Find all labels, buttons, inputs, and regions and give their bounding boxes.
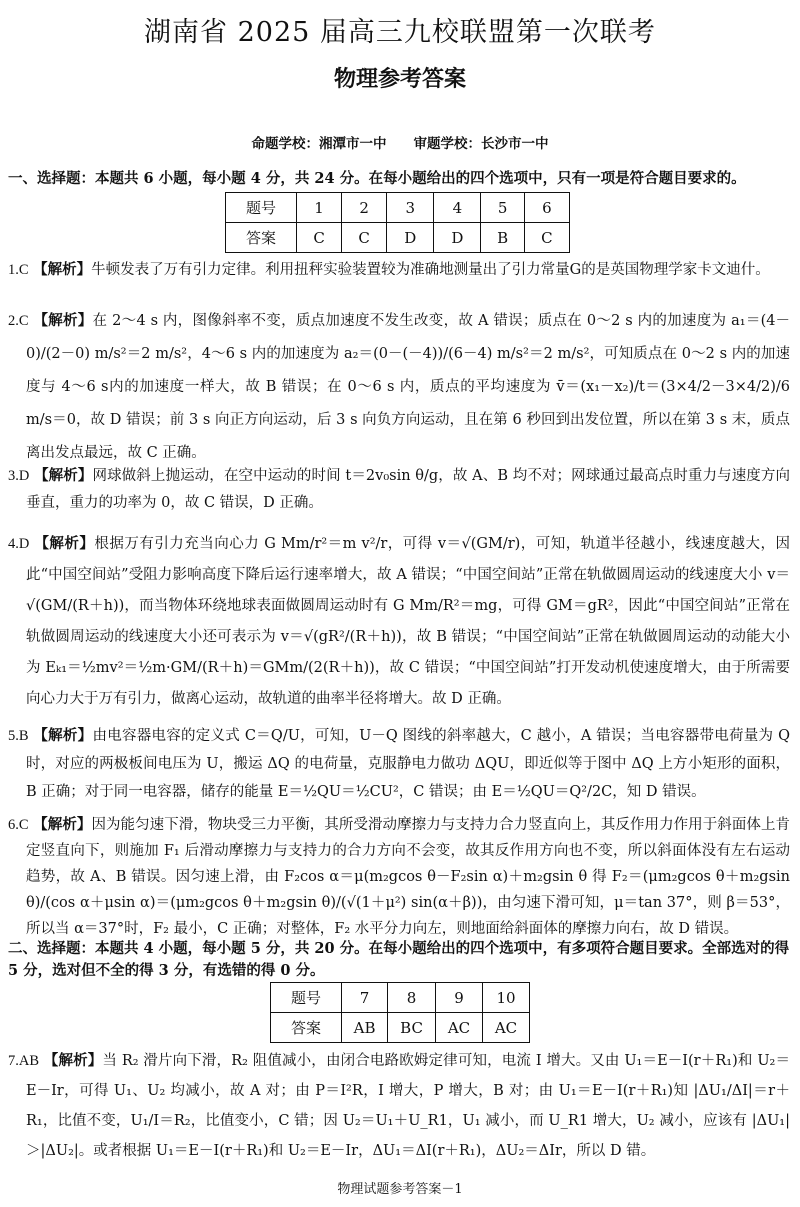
item-text: 在 2～4 s 内，图像斜率不变，质点加速度不发生改变，故 A 错误；质点在 0～2 s 内的加速度为 a₁＝(4－0)/(2－0) m/s²＝2 m/s²，4～6 s 内的加速度为 a₂＝(0－(－4))/(6－4) m/s²＝2 m/s²，可知质点在 0～2 s 内的加速度与 4～6 s内的加速度一样大，故 B 错误；在 0～6 s 内，质点的平均速度为 v̄＝(x₁－x₂)/t＝(3×4/2－3×4/2)/6 m/s＝0，故 D 错误；前 3 s 向正方向运动，后 3 s 向负方向运动，且在第 6 秒回到出发位置，所以在第 3 s 末，质点离出发点最远，故 C 正确。 — [26, 313, 791, 461]
table-row — [226, 223, 570, 253]
page-footer: 物理试题参考答案－1 — [337, 1182, 463, 1197]
analysis-tag: 【解析】 — [34, 467, 93, 484]
explanation-item-2 — [8, 304, 790, 470]
answer-cell: AC — [482, 1013, 529, 1043]
item-answer: 5.B — [8, 728, 29, 744]
section2-answer-table — [270, 982, 530, 1043]
item-text: 由电容器电容的定义式 C＝Q/U，可知，U－Q 图线的斜率越大，C 越小，A 错误；当电容器带电荷量为 Q 时，对应的两极板间电压为 U，搬运 ΔQ 的电荷量，克服静电力做功 ΔQU，即近似等于图中 ΔQ 上方小矩形的面积，B 正确；对于同一电容器，储存的能量 E＝½QU＝½CU²，C 错误；由 E＝½QU＝Q²/2C，知 D 错误。 — [26, 728, 791, 800]
question-number: 3 — [387, 193, 434, 223]
question-number: 8 — [388, 983, 436, 1013]
item-answer: 1.C — [8, 262, 29, 278]
table-row — [271, 983, 530, 1013]
item-answer: 3.D — [8, 468, 30, 484]
item-text: 当 R₂ 滑片向下滑，R₂ 阻值减小，由闭合电路欧姆定律可知，电流 I 增大。又由 U₁＝E－I(r＋R₁)和 U₂＝E－Ir，可得 U₁、U₂ 均减小，故 A 对；由 P＝I²R，I 增大，P 增大，B 对；由 U₁＝E－I(r＋R₁)知 |ΔU₁/ΔI|＝r＋R₁，比值不变，U₁/I＝R₂，比值变小，C 错；因 U₂＝U₁＋U_R1，U₁ 减小，而 U_R1 增大，U₂ 减小，应该有 |ΔU₁|＞|ΔU₂|。或者根据 U₁＝E－I(r＋R₁)和 U₂＝E－Ir，ΔU₁＝ΔI(r＋R₁)，ΔU₂＝ΔIr，所以 D 错。 — [26, 1053, 791, 1159]
section1-heading: 一、选择题：本题共 6 小题，每小题 4 分，共 24 分。在每小题给出的四个选项中，只有一项是符合题目要求的。 — [8, 170, 746, 187]
answer-cell: BC — [388, 1013, 436, 1043]
question-number: 9 — [436, 983, 483, 1013]
table-row — [271, 1013, 530, 1043]
row-label: 答案 — [226, 223, 297, 253]
explanation-item-7 — [8, 1046, 790, 1166]
explanation-item-3 — [8, 462, 790, 517]
analysis-tag: 【解析】 — [34, 535, 95, 552]
analysis-tag: 【解析】 — [33, 261, 92, 278]
answer-cell: C — [342, 223, 387, 253]
item-text: 根据万有引力充当向心力 G Mm/r²＝m v²/r，可得 v＝√(GM/r)，可知，轨道半径越小，线速度越大，因此“中国空间站”受阻力影响高度下降后运行速率增大，故 A 错误；“中国空间站”正常在轨做圆周运动的线速度大小 v＝√(GM/(R＋h))，而当物体环绕地球表面做圆周运动时有 G Mm/R²＝mg，可得 GM＝gR²，因此“中国空间站”正常在轨做圆周运动的线速度大小还可表示为 v＝√(gR²/(R＋h))，故 B 错误；“中国空间站”正常在轨做圆周运动的动能大小为 Eₖ₁＝½mv²＝½m·GM/(R＋h)＝GMm/(2(R＋h))，故 C 错误；“中国空间站”打开发动机使速度增大，由于所需要向心力大于万有引力，做离心运动，故轨道的曲率半径将增大。故 D 正确。 — [26, 536, 790, 707]
question-number: 2 — [342, 193, 387, 223]
section1-answer-table — [225, 192, 570, 253]
table-row — [226, 193, 570, 223]
analysis-tag: 【解析】 — [33, 312, 93, 329]
answer-cell: C — [297, 223, 342, 253]
answer-cell: AC — [436, 1013, 483, 1043]
answer-cell: AB — [342, 1013, 388, 1043]
answer-cell: B — [481, 223, 524, 253]
schools-line: 命题学校：湘潭市一中 审题学校：长沙市一中 — [251, 136, 549, 152]
item-answer: 4.D — [8, 536, 30, 552]
section2-heading: 二、选择题：本题共 4 小题，每小题 5 分，共 20 分。在每小题给出的四个选项中，有多项符合题目要求。全部选对的得 5 分，选对但不全的得 3 分，有选错的得 0 分。 — [8, 940, 790, 979]
item-answer: 2.C — [8, 313, 29, 329]
item-text: 因为能匀速下滑，物块受三力平衡，其所受滑动摩擦力与支持力合力竖直向上，其反作用力作用于斜面体上肯定竖直向下，则施加 F₁ 后滑动摩擦力与支持力的合力方向不会变，故其反作用方向也不变，所以斜面体没有左右运动趋势，故 A、B 错误。因匀速上滑，由 F₂cos α＝μ(m₂gcos θ－F₂sin α)＋m₂gsin θ 得 F₂＝(μm₂gcos θ＋m₂gsin θ)/(cos α＋μsin α)＝(μm₂gcos θ＋m₂gsin θ)/(√(1＋μ²) sin(α＋β))，由匀速下滑可知，μ＝tan 37°，则 β＝53°，所以当 α＝37°时，F₂ 最小，C 正确；对整体，F₂ 水平分力向左，则地面给斜面体的摩擦力向右，故 D 错误。 — [26, 817, 791, 937]
item-answer: 6.C — [8, 817, 29, 833]
analysis-tag: 【解析】 — [33, 727, 93, 744]
analysis-tag: 【解析】 — [33, 816, 92, 833]
row-label: 题号 — [226, 193, 297, 223]
explanation-item-6 — [8, 812, 790, 942]
document-subtitle: 物理参考答案 — [333, 66, 466, 92]
row-label: 答案 — [271, 1013, 342, 1043]
question-number: 1 — [297, 193, 342, 223]
question-number: 4 — [434, 193, 481, 223]
answer-cell: D — [387, 223, 434, 253]
question-number: 10 — [482, 983, 529, 1013]
explanation-item-4 — [8, 528, 790, 715]
document-title: 湖南省 2025 届高三九校联盟第一次联考 — [144, 17, 656, 48]
item-text: 网球做斜上抛运动，在空中运动的时间 t＝2v₀sin θ/g，故 A、B 均不对；网球通过最高点时重力与速度方向垂直，重力的功率为 0，故 C 错误，D 正确。 — [26, 468, 791, 511]
question-number: 6 — [524, 193, 569, 223]
explanation-item-1 — [8, 256, 790, 284]
question-number: 5 — [481, 193, 524, 223]
answer-cell: D — [434, 223, 481, 253]
analysis-tag: 【解析】 — [43, 1052, 103, 1069]
explanation-item-5 — [8, 722, 790, 806]
item-answer: 7.AB — [8, 1053, 40, 1069]
answer-cell: C — [524, 223, 569, 253]
row-label: 题号 — [271, 983, 342, 1013]
question-number: 7 — [342, 983, 388, 1013]
item-text: 牛顿发表了万有引力定律。利用扭秤实验装置较为准确地测量出了引力常量G的是英国物理学家卡文迪什。 — [91, 262, 770, 278]
